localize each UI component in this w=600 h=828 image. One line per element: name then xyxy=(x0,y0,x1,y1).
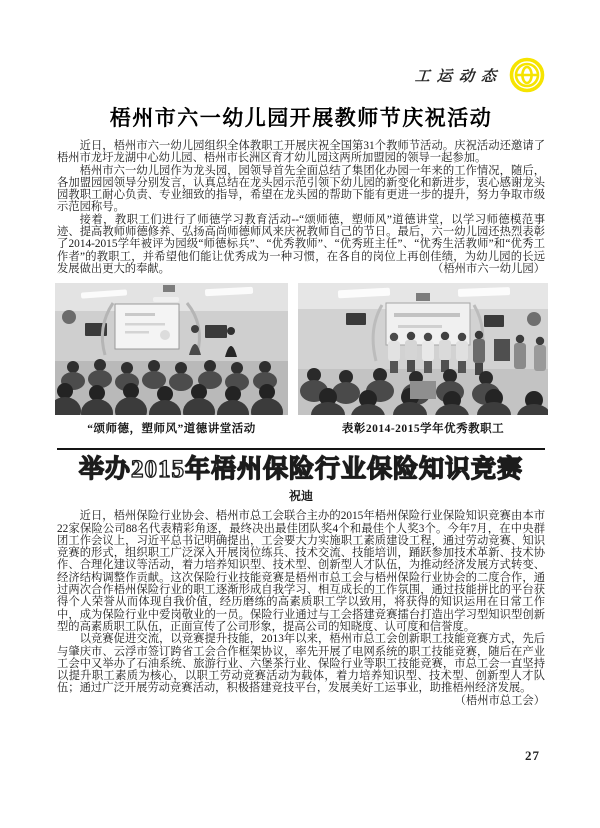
photo-award-ceremony xyxy=(298,283,548,415)
photo-left-caption: “颂师德，塑师风”道德讲堂活动 xyxy=(87,423,256,436)
section-label: 工运动态 xyxy=(414,68,504,85)
photo-left-figure xyxy=(55,283,288,436)
article2-title: 举办2015年梧州保险行业保险知识竞赛 xyxy=(78,456,523,484)
section-divider xyxy=(57,448,545,450)
article1-paragraph-2: 梧州市六一幼儿园作为龙头园，园领导首先全面总结了集团化办园一年来的工作情况，随后，各加盟园园领导分别发言，认真总结在龙头园示范引领下幼儿园的新变化和新进步，衷心感谢龙头园教职工耐心负责、专业细致的指导，希望在龙头园的帮助下能有更进一步的提升，努力争取市级示范园称号。 xyxy=(57,164,545,214)
article1-attribution: （梧州市六一幼儿园） xyxy=(432,262,545,275)
article1-title: 梧州市六一幼儿园开展教师节庆祝活动 xyxy=(109,106,493,130)
article2-paragraph-1: 近日，梧州保险行业协会、梧州市总工会联合主办的2015年梧州保险行业保险知识竞赛由本市22家保险公司88名代表精彩角逐，最终决出最佳团队奖4个和最佳个人奖3个。今年7月，在中央群团工作会议上，习近平总书记明确提出，工会要大力实施职工素质建设工程，通过劳动竞赛、知识竞赛的形式，组织职工广泛深入开展岗位练兵、技术交流、技能培训，踊跃参加技术革新、技术协作、合理化建议等活动，着力培养知识型、技术型、创新型人才队伍，为推动经济发展方式转变、经济结构调整作贡献。这次保险行业技能竞赛是梧州市总工会与梧州保险行业协会的二度合作，通过两次合作梧州保险行业的职工逐渐形成自我学习、相互成长的工作氛围，通过技能拼比的平台获得个人荣誉从而体现自我价值，经历磨练的高素质职工学以致用，将获得的知识运用在日常工作中，成为保险行业中爱岗敬业的一员。保险行业通过与工会搭建竞赛擂台打造出学习型知识型创新型的高素质职工队伍，正面宣传了公司形象，提高公司的知晓度、认可度和信誉度。 xyxy=(57,510,545,633)
article1-paragraph-3: 接着，教职工们进行了师德学习教育活动--“颂师德，塑师风”道德讲堂，以学习师德模范事迹、提高教师师德修养、弘扬高尚师德师风来庆祝教师自己的节日。最后，六一幼儿园还热烈表彰了2014-2015学年被评为园级“师德标兵”、“优秀教师”、“优秀班主任”、“优秀生活教师”和“优秀工作者”的教职工，并希望他们能让优秀成为一种习惯，在各自的岗位上再创佳绩，为幼儿园的长远发展做出更大的奉献。 xyxy=(57,213,545,275)
page-content xyxy=(57,0,545,707)
page-header xyxy=(57,56,545,94)
photo-right-caption: 表彰2014-2015学年优秀教职工 xyxy=(341,423,505,436)
photo-right-figure xyxy=(298,283,548,436)
photo-row xyxy=(55,283,547,436)
page-number: 27 xyxy=(525,748,540,763)
article2-attribution: （梧州市总工会） xyxy=(454,694,545,707)
union-emblem-icon xyxy=(509,57,545,93)
article2-paragraph-2: 以竞赛促进交流，以竞赛提升技能，2013年以来，梧州市总工会创新职工技能竞赛方式，先后与肇庆市、云浮市签订跨省工会合作框架协议，率先开展了电网系统的职工技能竞赛，随后在产业工会中又举办了石油系统、旅游行业、六堡茶行业、保险行业等职工技能竞赛，市总工会一直坚持以提升职工素质为核心，以职工劳动竞赛活动为载体，着力培养知识型、技术型、创新型人才队伍；通过广泛开展劳动竞赛活动，积极搭建竞技平台，发展美好工运事业，助推梧州经济发展。 xyxy=(57,633,545,695)
article2-author: 祝迪 xyxy=(288,489,313,504)
photo-lecture-hall xyxy=(55,283,288,415)
article1-paragraph-1: 近日，梧州市六一幼儿园组织全体教职工开展庆祝全国第31个教师节活动。庆祝活动还邀请了梧州市龙圩龙湖中心幼儿园、梧州市长洲区育才幼儿园这两所加盟园的领导一起参加。 xyxy=(57,140,545,165)
